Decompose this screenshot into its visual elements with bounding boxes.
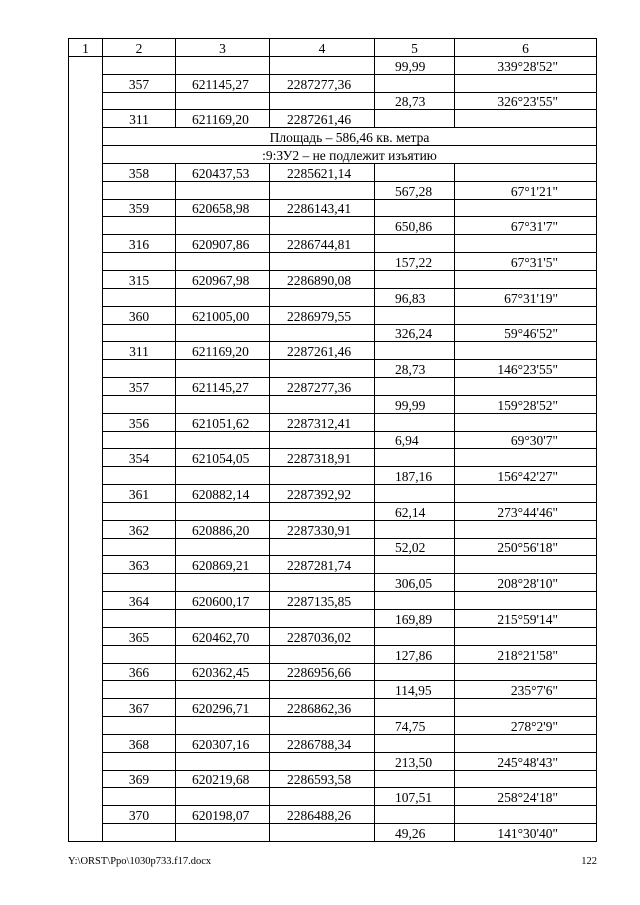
column-header: 1 xyxy=(69,39,103,57)
point-number-cell xyxy=(103,824,176,842)
angle-cell xyxy=(455,520,597,538)
point-number-cell: 361 xyxy=(103,485,176,503)
x-coordinate-cell: 621145,27 xyxy=(176,378,270,396)
table-row-segment xyxy=(69,538,597,556)
angle-cell xyxy=(455,413,597,431)
y-coordinate-cell xyxy=(270,717,375,735)
x-coordinate-cell xyxy=(176,681,270,699)
angle-cell xyxy=(455,235,597,253)
distance-cell: 127,86 xyxy=(375,645,455,663)
table-row-segment xyxy=(69,645,597,663)
point-number-cell: 364 xyxy=(103,592,176,610)
angle-cell xyxy=(455,342,597,360)
x-coordinate-cell xyxy=(176,360,270,378)
point-number-cell xyxy=(103,288,176,306)
table-row-point xyxy=(69,663,597,681)
table-row-segment xyxy=(69,788,597,806)
column-header: 2 xyxy=(103,39,176,57)
y-coordinate-cell xyxy=(270,181,375,199)
table-row-point xyxy=(69,342,597,360)
y-coordinate-cell: 2286788,34 xyxy=(270,734,375,752)
table-merged-row xyxy=(69,146,597,164)
y-coordinate-cell: 2286488,26 xyxy=(270,806,375,824)
angle-cell xyxy=(455,734,597,752)
point-number-cell: 357 xyxy=(103,74,176,92)
table-row-point xyxy=(69,592,597,610)
y-coordinate-cell: 2286862,36 xyxy=(270,699,375,717)
y-coordinate-cell xyxy=(270,324,375,342)
table-row-segment xyxy=(69,92,597,110)
y-coordinate-cell: 2287135,85 xyxy=(270,592,375,610)
x-coordinate-cell xyxy=(176,92,270,110)
point-number-cell xyxy=(103,217,176,235)
x-coordinate-cell xyxy=(176,645,270,663)
distance-cell: 96,83 xyxy=(375,288,455,306)
table-row-segment xyxy=(69,717,597,735)
angle-cell: 215°59'14" xyxy=(455,610,597,628)
angle-cell: 146°23'55" xyxy=(455,360,597,378)
y-coordinate-cell: 2287277,36 xyxy=(270,74,375,92)
distance-cell xyxy=(375,770,455,788)
angle-cell: 218°21'58" xyxy=(455,645,597,663)
x-coordinate-cell: 621169,20 xyxy=(176,110,270,128)
point-number-cell: 370 xyxy=(103,806,176,824)
table-row-segment xyxy=(69,574,597,592)
point-number-cell: 369 xyxy=(103,770,176,788)
table-row-point xyxy=(69,449,597,467)
column-header: 3 xyxy=(176,39,270,57)
distance-cell: 28,73 xyxy=(375,92,455,110)
distance-cell: 306,05 xyxy=(375,574,455,592)
angle-cell: 326°23'55" xyxy=(455,92,597,110)
y-coordinate-cell xyxy=(270,92,375,110)
distance-cell xyxy=(375,449,455,467)
x-coordinate-cell xyxy=(176,717,270,735)
table-body xyxy=(69,56,597,841)
table-row-segment xyxy=(69,610,597,628)
x-coordinate-cell: 620219,68 xyxy=(176,770,270,788)
point-number-cell: 357 xyxy=(103,378,176,396)
angle-cell: 278°2'9" xyxy=(455,717,597,735)
x-coordinate-cell: 621054,05 xyxy=(176,449,270,467)
angle-cell: 208°28'10" xyxy=(455,574,597,592)
table-row-point xyxy=(69,306,597,324)
distance-cell: 187,16 xyxy=(375,467,455,485)
table-row-point xyxy=(69,556,597,574)
table-row-segment xyxy=(69,360,597,378)
x-coordinate-cell xyxy=(176,56,270,74)
distance-cell: 49,26 xyxy=(375,824,455,842)
x-coordinate-cell: 621169,20 xyxy=(176,342,270,360)
point-number-cell xyxy=(103,467,176,485)
footer-page-number: 122 xyxy=(581,856,597,867)
distance-cell: 52,02 xyxy=(375,538,455,556)
table-row-segment xyxy=(69,288,597,306)
table-row-segment xyxy=(69,217,597,235)
x-coordinate-cell: 620869,21 xyxy=(176,556,270,574)
x-coordinate-cell: 620462,70 xyxy=(176,627,270,645)
table-row-point xyxy=(69,378,597,396)
x-coordinate-cell: 621005,00 xyxy=(176,306,270,324)
distance-cell: 114,95 xyxy=(375,681,455,699)
point-number-cell: 362 xyxy=(103,520,176,538)
merged-cell: Площадь – 586,46 кв. метра xyxy=(103,128,597,146)
table-row-segment xyxy=(69,431,597,449)
x-coordinate-cell: 621051,62 xyxy=(176,413,270,431)
point-number-cell: 316 xyxy=(103,235,176,253)
distance-cell xyxy=(375,485,455,503)
y-coordinate-cell: 2286956,66 xyxy=(270,663,375,681)
distance-cell xyxy=(375,163,455,181)
distance-cell xyxy=(375,270,455,288)
y-coordinate-cell xyxy=(270,752,375,770)
angle-cell xyxy=(455,270,597,288)
distance-cell xyxy=(375,699,455,717)
distance-cell: 169,89 xyxy=(375,610,455,628)
point-number-cell: 311 xyxy=(103,110,176,128)
table-row-segment xyxy=(69,56,597,74)
angle-cell: 69°30'7" xyxy=(455,431,597,449)
distance-cell: 650,86 xyxy=(375,217,455,235)
x-coordinate-cell xyxy=(176,538,270,556)
distance-cell: 28,73 xyxy=(375,360,455,378)
x-coordinate-cell xyxy=(176,288,270,306)
y-coordinate-cell: 2287330,91 xyxy=(270,520,375,538)
point-number-cell xyxy=(103,645,176,663)
x-coordinate-cell: 620907,86 xyxy=(176,235,270,253)
angle-cell xyxy=(455,699,597,717)
point-number-cell xyxy=(103,538,176,556)
point-number-cell xyxy=(103,395,176,413)
y-coordinate-cell xyxy=(270,360,375,378)
distance-cell xyxy=(375,734,455,752)
x-coordinate-cell xyxy=(176,181,270,199)
x-coordinate-cell xyxy=(176,324,270,342)
y-coordinate-cell xyxy=(270,253,375,271)
angle-cell xyxy=(455,592,597,610)
x-coordinate-cell xyxy=(176,467,270,485)
y-coordinate-cell xyxy=(270,467,375,485)
table-row-segment xyxy=(69,502,597,520)
table-row-segment xyxy=(69,324,597,342)
point-number-cell xyxy=(103,431,176,449)
angle-cell: 273°44'46" xyxy=(455,502,597,520)
y-coordinate-cell xyxy=(270,574,375,592)
angle-cell: 67°31'7" xyxy=(455,217,597,235)
x-coordinate-cell: 620307,16 xyxy=(176,734,270,752)
table-row-point xyxy=(69,520,597,538)
x-coordinate-cell: 620198,07 xyxy=(176,806,270,824)
x-coordinate-cell xyxy=(176,574,270,592)
table-row-segment xyxy=(69,253,597,271)
angle-cell xyxy=(455,556,597,574)
x-coordinate-cell: 620882,14 xyxy=(176,485,270,503)
y-coordinate-cell: 2287277,36 xyxy=(270,378,375,396)
x-coordinate-cell xyxy=(176,395,270,413)
point-number-cell: 359 xyxy=(103,199,176,217)
column-header: 4 xyxy=(270,39,375,57)
table-row-segment xyxy=(69,681,597,699)
y-coordinate-cell: 2287261,46 xyxy=(270,342,375,360)
y-coordinate-cell xyxy=(270,788,375,806)
x-coordinate-cell xyxy=(176,824,270,842)
x-coordinate-cell: 620296,71 xyxy=(176,699,270,717)
distance-cell xyxy=(375,74,455,92)
distance-cell xyxy=(375,413,455,431)
table-row-point xyxy=(69,699,597,717)
y-coordinate-cell xyxy=(270,645,375,663)
y-coordinate-cell: 2286979,55 xyxy=(270,306,375,324)
column-header: 6 xyxy=(455,39,597,57)
table-row-point xyxy=(69,485,597,503)
distance-cell xyxy=(375,520,455,538)
distance-cell: 107,51 xyxy=(375,788,455,806)
point-number-cell xyxy=(103,56,176,74)
distance-cell: 74,75 xyxy=(375,717,455,735)
point-number-cell: 358 xyxy=(103,163,176,181)
point-number-cell: 354 xyxy=(103,449,176,467)
x-coordinate-cell: 620658,98 xyxy=(176,199,270,217)
distance-cell xyxy=(375,378,455,396)
x-coordinate-cell: 620437,53 xyxy=(176,163,270,181)
merged-cell: :9:ЗУ2 – не подлежит изъятию xyxy=(103,146,597,164)
x-coordinate-cell xyxy=(176,788,270,806)
point-number-cell xyxy=(103,681,176,699)
distance-cell xyxy=(375,342,455,360)
angle-cell xyxy=(455,449,597,467)
point-number-cell xyxy=(103,717,176,735)
x-coordinate-cell: 621145,27 xyxy=(176,74,270,92)
distance-cell: 6,94 xyxy=(375,431,455,449)
x-coordinate-cell xyxy=(176,217,270,235)
angle-cell xyxy=(455,306,597,324)
table-row-point xyxy=(69,235,597,253)
distance-cell: 62,14 xyxy=(375,502,455,520)
table-row-segment xyxy=(69,395,597,413)
table-row-point xyxy=(69,627,597,645)
angle-cell xyxy=(455,663,597,681)
point-number-cell: 311 xyxy=(103,342,176,360)
point-number-cell xyxy=(103,92,176,110)
table-row-point xyxy=(69,74,597,92)
distance-cell xyxy=(375,663,455,681)
table-row-point xyxy=(69,413,597,431)
point-number-cell: 366 xyxy=(103,663,176,681)
point-number-cell xyxy=(103,574,176,592)
point-number-cell xyxy=(103,610,176,628)
point-number-cell: 356 xyxy=(103,413,176,431)
distance-cell xyxy=(375,592,455,610)
y-coordinate-cell: 2286143,41 xyxy=(270,199,375,217)
column-1-cell xyxy=(69,56,103,841)
angle-cell xyxy=(455,110,597,128)
y-coordinate-cell xyxy=(270,288,375,306)
x-coordinate-cell xyxy=(176,752,270,770)
angle-cell: 235°7'6" xyxy=(455,681,597,699)
y-coordinate-cell: 2287318,91 xyxy=(270,449,375,467)
angle-cell xyxy=(455,806,597,824)
point-number-cell xyxy=(103,324,176,342)
table-row-point xyxy=(69,806,597,824)
y-coordinate-cell: 2286890,08 xyxy=(270,270,375,288)
point-number-cell: 315 xyxy=(103,270,176,288)
distance-cell: 213,50 xyxy=(375,752,455,770)
table-header-row xyxy=(69,39,597,57)
distance-cell: 157,22 xyxy=(375,253,455,271)
y-coordinate-cell: 2287261,46 xyxy=(270,110,375,128)
x-coordinate-cell xyxy=(176,431,270,449)
distance-cell xyxy=(375,806,455,824)
angle-cell: 159°28'52" xyxy=(455,395,597,413)
angle-cell xyxy=(455,770,597,788)
distance-cell: 567,28 xyxy=(375,181,455,199)
angle-cell xyxy=(455,627,597,645)
point-number-cell: 360 xyxy=(103,306,176,324)
angle-cell xyxy=(455,74,597,92)
angle-cell: 141°30'40" xyxy=(455,824,597,842)
point-number-cell xyxy=(103,181,176,199)
distance-cell: 99,99 xyxy=(375,56,455,74)
table-row-segment xyxy=(69,752,597,770)
distance-cell: 99,99 xyxy=(375,395,455,413)
y-coordinate-cell xyxy=(270,56,375,74)
point-number-cell: 368 xyxy=(103,734,176,752)
y-coordinate-cell xyxy=(270,610,375,628)
point-number-cell xyxy=(103,253,176,271)
y-coordinate-cell xyxy=(270,538,375,556)
angle-cell: 67°1'21" xyxy=(455,181,597,199)
column-header: 5 xyxy=(375,39,455,57)
angle-cell: 156°42'27" xyxy=(455,467,597,485)
angle-cell xyxy=(455,163,597,181)
distance-cell xyxy=(375,199,455,217)
table-row-point xyxy=(69,199,597,217)
y-coordinate-cell xyxy=(270,824,375,842)
angle-cell: 245°48'43" xyxy=(455,752,597,770)
angle-cell: 67°31'5" xyxy=(455,253,597,271)
angle-cell: 258°24'18" xyxy=(455,788,597,806)
y-coordinate-cell xyxy=(270,681,375,699)
table-row-segment xyxy=(69,467,597,485)
angle-cell xyxy=(455,378,597,396)
angle-cell xyxy=(455,485,597,503)
x-coordinate-cell: 620600,17 xyxy=(176,592,270,610)
y-coordinate-cell: 2287392,92 xyxy=(270,485,375,503)
y-coordinate-cell: 2286593,58 xyxy=(270,770,375,788)
table-row-segment xyxy=(69,181,597,199)
point-number-cell xyxy=(103,502,176,520)
point-number-cell xyxy=(103,788,176,806)
y-coordinate-cell xyxy=(270,502,375,520)
distance-cell xyxy=(375,627,455,645)
angle-cell: 59°46'52" xyxy=(455,324,597,342)
table-row-point xyxy=(69,734,597,752)
angle-cell xyxy=(455,199,597,217)
distance-cell xyxy=(375,110,455,128)
x-coordinate-cell: 620967,98 xyxy=(176,270,270,288)
coordinates-table xyxy=(68,38,597,842)
y-coordinate-cell: 2287036,02 xyxy=(270,627,375,645)
x-coordinate-cell xyxy=(176,502,270,520)
y-coordinate-cell xyxy=(270,431,375,449)
point-number-cell: 365 xyxy=(103,627,176,645)
angle-cell: 250°56'18" xyxy=(455,538,597,556)
distance-cell xyxy=(375,556,455,574)
point-number-cell: 363 xyxy=(103,556,176,574)
angle-cell: 339°28'52" xyxy=(455,56,597,74)
y-coordinate-cell: 2286744,81 xyxy=(270,235,375,253)
y-coordinate-cell: 2287281,74 xyxy=(270,556,375,574)
x-coordinate-cell: 620362,45 xyxy=(176,663,270,681)
table-merged-row xyxy=(69,128,597,146)
distance-cell xyxy=(375,306,455,324)
y-coordinate-cell xyxy=(270,395,375,413)
table-row-segment xyxy=(69,824,597,842)
point-number-cell xyxy=(103,360,176,378)
table-row-point xyxy=(69,270,597,288)
y-coordinate-cell xyxy=(270,217,375,235)
y-coordinate-cell: 2285621,14 xyxy=(270,163,375,181)
table-row-point xyxy=(69,163,597,181)
angle-cell: 67°31'19" xyxy=(455,288,597,306)
table-row-point xyxy=(69,110,597,128)
y-coordinate-cell: 2287312,41 xyxy=(270,413,375,431)
footer-file-path: Y:\ORST\Ppo\1030p733.f17.docx xyxy=(68,856,212,867)
x-coordinate-cell xyxy=(176,610,270,628)
point-number-cell xyxy=(103,752,176,770)
distance-cell: 326,24 xyxy=(375,324,455,342)
distance-cell xyxy=(375,235,455,253)
point-number-cell: 367 xyxy=(103,699,176,717)
x-coordinate-cell xyxy=(176,253,270,271)
x-coordinate-cell: 620886,20 xyxy=(176,520,270,538)
table-row-point xyxy=(69,770,597,788)
